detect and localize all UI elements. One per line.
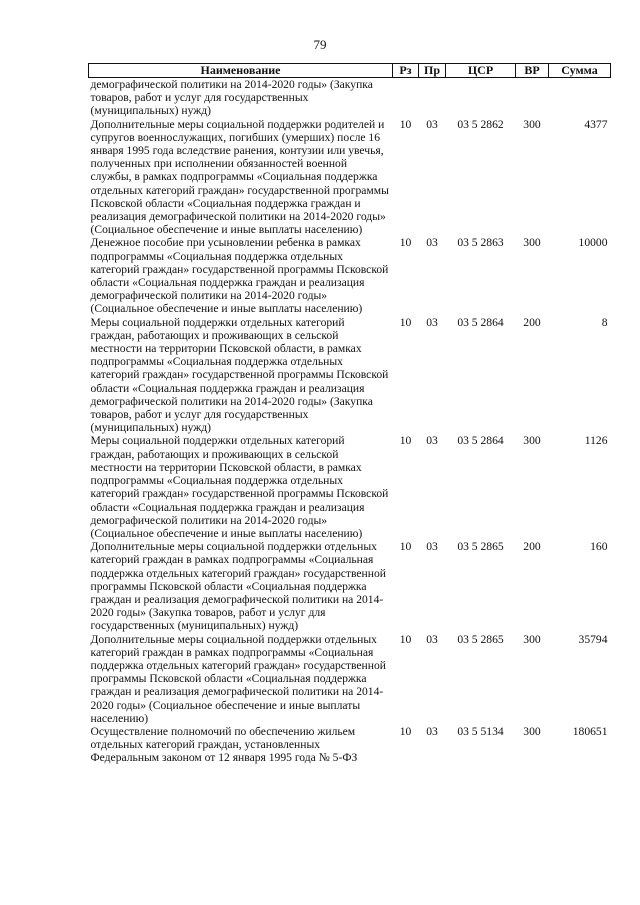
row-pr: 03 — [426, 434, 438, 448]
row-sum: 4377 — [584, 117, 608, 131]
table-row — [89, 118, 611, 237]
row-sum: 8 — [601, 315, 608, 329]
row-sum: 10000 — [578, 236, 608, 250]
row-sum: 1126 — [584, 434, 608, 448]
row-csr: 03 5 5134 — [457, 724, 504, 738]
row-vr: 300 — [523, 434, 541, 448]
row-name: Осуществление полномочий по обеспечению жильем отдельных категорий граждан, установленных Федеральным законом от 12 января 1995 года № 5-ФЗ — [90, 724, 358, 765]
row-rz: 10 — [399, 236, 412, 250]
table-header-row — [89, 64, 611, 78]
row-vr: 200 — [523, 540, 541, 554]
row-pr: 03 — [426, 315, 438, 329]
row-csr: 03 5 2864 — [457, 315, 504, 329]
row-pr: 03 — [426, 236, 438, 250]
row-sum: 35794 — [578, 632, 608, 646]
row-pr: 03 — [426, 540, 438, 554]
row-name: Меры социальной поддержки отдельных категорий граждан, работающих и проживающих в сельской местности на территории Псковской области, в рамках подпрограммы «Социальная поддержка отдельных категорий граждан» государственной программы Псковской области «Социальная поддержка граждан и реализация демографической политики на 2014-2020 годы» (Социальное обеспечение и иные выплаты населению) — [90, 434, 389, 540]
row-name: Дополнительные меры социальной поддержки отдельных категорий граждан в рамках подпрограммы «Социальная поддержка отдельных категорий граждан» государственной программы Псковской области «Социальная поддержка граждан и реализация демографической политики на 2014-2020 годы» (Закупка товаров, работ и услуг для государственных (муниципальных) нужд) — [90, 540, 386, 633]
row-csr: 03 5 2862 — [457, 117, 504, 131]
row-csr — [446, 78, 516, 118]
row-rz: 10 — [399, 632, 412, 646]
row-sum — [549, 78, 611, 118]
table-row — [89, 725, 611, 765]
row-sum: 180651 — [572, 724, 608, 738]
row-pr — [419, 78, 446, 118]
row-name: Дополнительные меры социальной поддержки родителей и супругов военнослужащих, погибших (умерших) после 16 января 1995 года вследствие ранения, контузии или увечья, полученных при исполнении обязанностей военной службы, в рамках подпрограммы «Социальная поддержка отдельных категорий граждан» государственной программы Псковской области «Социальная поддержка граждан и реализация демографической политики на 2014-2020 годы» (Социальное обеспечение и иные выплаты населению) — [90, 117, 389, 237]
header-name: Наименование — [89, 64, 393, 78]
row-pr: 03 — [426, 632, 438, 646]
table-row — [89, 633, 611, 725]
budget-table — [88, 63, 611, 765]
header-rz: Рз — [393, 64, 419, 78]
table-row — [89, 434, 611, 540]
row-rz: 10 — [399, 540, 412, 554]
row-name: демографической политики на 2014-2020 годы» (Закупка товаров, работ и услуг для государственных (муниципальных) нужд) — [90, 78, 373, 118]
table-row — [89, 78, 611, 118]
row-csr: 03 5 2864 — [457, 434, 504, 448]
row-vr: 300 — [523, 236, 541, 250]
row-csr: 03 5 2865 — [457, 540, 504, 554]
row-rz: 10 — [399, 724, 412, 738]
row-csr: 03 5 2865 — [457, 632, 504, 646]
header-pr: Пр — [419, 64, 446, 78]
row-vr: 300 — [523, 724, 541, 738]
row-pr: 03 — [426, 724, 438, 738]
row-rz: 10 — [399, 117, 412, 131]
header-sum: Сумма — [549, 64, 611, 78]
row-pr: 03 — [426, 117, 438, 131]
header-vr: ВР — [516, 64, 549, 78]
page-number: 79 — [313, 37, 327, 52]
table-row — [89, 540, 611, 632]
table-row — [89, 236, 611, 315]
row-vr: 300 — [523, 117, 541, 131]
row-rz: 10 — [399, 315, 412, 329]
row-name: Меры социальной поддержки отдельных категорий граждан, работающих и проживающих в сельской местности на территории Псковской области, в рамках подпрограммы «Социальная поддержка отдельных категорий граждан» государственной программы Псковской области «Социальная поддержка граждан и реализация демографической политики на 2014-2020 годы» (Закупка товаров, работ и услуг для государственных (муниципальных) нужд) — [90, 315, 389, 435]
table-row — [89, 316, 611, 435]
row-rz — [393, 78, 419, 118]
row-name: Денежное пособие при усыновлении ребенка в рамках подпрограммы «Социальная поддержка отдельных категорий граждан» государственной программы Псковской области «Социальная поддержка граждан и реализация демографической политики на 2014-2020 годы» (Социальное обеспечение и иные выплаты населению) — [90, 236, 389, 316]
header-csr: ЦСР — [446, 64, 516, 78]
row-vr: 200 — [523, 315, 541, 329]
row-vr: 300 — [523, 632, 541, 646]
row-name: Дополнительные меры социальной поддержки отдельных категорий граждан в рамках подпрограммы «Социальная поддержка отдельных категорий граждан» государственной программы Псковской области «Социальная поддержка граждан и реализация демографической политики на 2014-2020 годы» (Социальное обеспечение и иные выплаты населению) — [90, 632, 386, 725]
row-rz: 10 — [399, 434, 412, 448]
row-sum: 160 — [590, 540, 608, 554]
row-vr — [516, 78, 549, 118]
row-csr: 03 5 2863 — [457, 236, 504, 250]
